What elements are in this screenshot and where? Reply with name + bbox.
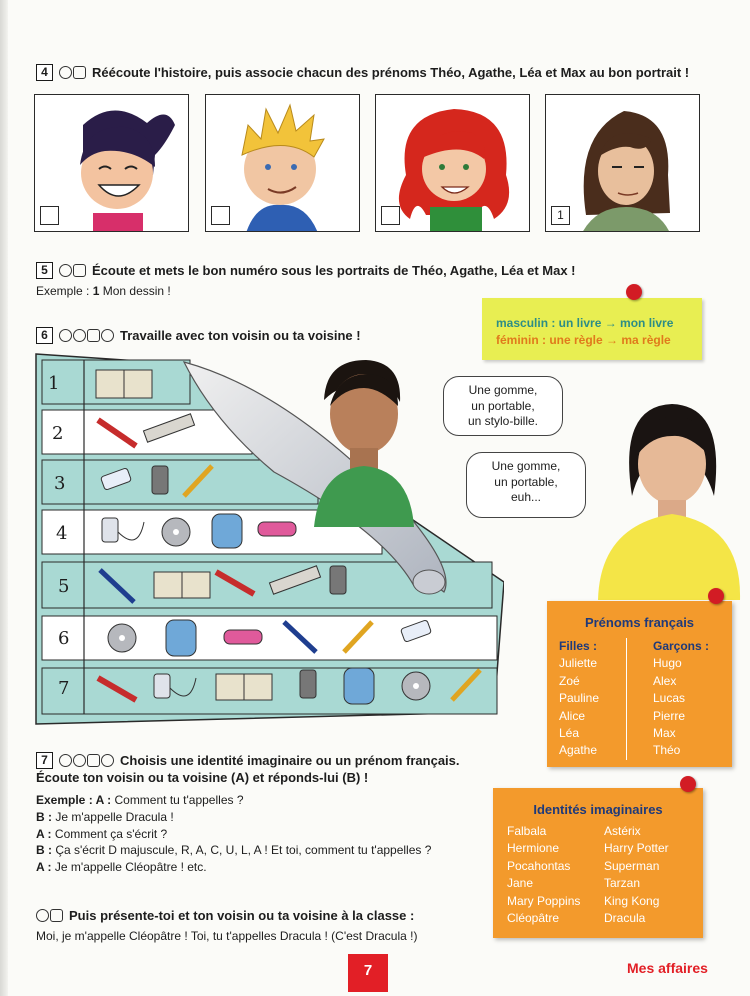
row-number: 4	[56, 523, 68, 544]
search-listen-speak-icon	[59, 754, 114, 767]
name-item: Hugo	[653, 656, 682, 671]
portrait-answer-box[interactable]	[40, 206, 59, 225]
girls-column	[559, 638, 627, 760]
exercise-4-instruction	[36, 64, 689, 81]
girls-heading: Filles :	[559, 639, 598, 653]
row-number: 2	[52, 423, 64, 444]
identity-item: Pocahontas	[507, 858, 571, 873]
exercise-8-example: Moi, je m'appelle Cléopâtre ! Toi, tu t'appelles Dracula ! (C'est Dracula !)	[36, 929, 418, 943]
backpack-icon	[212, 514, 242, 548]
bubble-line: Une gomme,	[491, 459, 561, 473]
speaker-label: A :	[36, 860, 52, 875]
pencil-case-icon	[258, 522, 296, 536]
identity-item: Astérix	[604, 824, 641, 838]
cd-icon	[402, 672, 430, 700]
name-item: Agathe	[559, 743, 598, 758]
grammar-note	[482, 298, 702, 360]
book-icon	[154, 572, 210, 598]
name-item: Lucas	[653, 691, 686, 706]
exercise-number: 7	[36, 752, 53, 769]
example-number: 1	[92, 284, 100, 298]
speech-bubble-girl	[466, 452, 586, 518]
portrait-girl-red-hair	[375, 94, 530, 232]
dialogue-line	[36, 842, 476, 859]
example-label: Exemple :	[36, 284, 90, 298]
portrait-boy-long-hair	[545, 94, 700, 232]
cd-icon	[162, 518, 190, 546]
dialogue-example	[36, 792, 476, 876]
instruction-text: Écoute et mets le bon numéro sous les portraits de Théo, Agathe, Léa et Max !	[92, 262, 576, 278]
pushpin-icon	[708, 588, 724, 604]
identity-item: Harry Potter	[604, 841, 669, 856]
identity-item: Cléopâtre	[507, 910, 560, 925]
portrait-girl-black-hair	[34, 94, 189, 232]
portrait-answer-box[interactable]	[381, 206, 400, 225]
speaker-label: B :	[36, 809, 52, 824]
identity-item: Superman	[604, 858, 660, 873]
phone-icon	[300, 670, 316, 698]
dialogue-text: Comment ça s'écrit ?	[51, 826, 168, 841]
row-number: 7	[58, 678, 70, 699]
identites-note	[493, 788, 703, 938]
dialogue-line	[36, 792, 476, 809]
search-speak-write-icon	[59, 329, 114, 342]
row-number: 3	[54, 473, 66, 494]
exercise-7-instruction-2	[36, 770, 368, 786]
prenoms-note	[547, 601, 732, 767]
speaker-label: A :	[36, 826, 52, 841]
unit-title: Mes affaires	[627, 960, 708, 976]
dialogue-text: Je m'appelle Cléopâtre ! etc.	[51, 860, 207, 875]
portrait-boy-blond	[205, 94, 360, 232]
name-item: Zoé	[559, 673, 580, 688]
identity-item: Dracula	[604, 910, 646, 925]
identity-item: Jane	[507, 876, 534, 891]
speech-bubble-boy	[443, 376, 563, 436]
pushpin-icon	[626, 284, 642, 300]
girl-photo	[592, 396, 742, 600]
name-item: Léa	[559, 725, 580, 740]
page-edge	[0, 0, 8, 996]
exercise-8-instruction	[36, 908, 414, 924]
phone-icon	[152, 466, 168, 494]
speaker-label: Exemple : A :	[36, 793, 112, 807]
instruction-text: Travaille avec ton voisin ou ta voisine !	[120, 327, 361, 343]
portrait-answer-box[interactable]: 1	[551, 206, 570, 225]
bubble-line: un portable,	[471, 398, 535, 413]
exercise-6-instruction	[36, 327, 361, 344]
identites-title: Identités imaginaires	[533, 802, 663, 817]
backpack-icon	[166, 620, 196, 656]
phone-icon	[330, 566, 346, 594]
identity-item: Tarzan	[604, 876, 641, 891]
dialogue-line	[36, 859, 476, 876]
bubble-line: un portable,	[494, 474, 558, 489]
bubble-line: un stylo-bille.	[467, 414, 539, 429]
dialogue-text: Ça s'écrit D majuscule, R, A, C, U, L, A ! Et toi, comment tu t'appelles ?	[52, 843, 432, 858]
name-item: Alex	[653, 673, 677, 688]
objects-chart	[34, 352, 504, 727]
speaker-label: B :	[36, 843, 52, 858]
exercise-7-instruction	[36, 752, 460, 769]
masculine-rule: masculin : un livre → mon livre	[496, 316, 674, 330]
example-text: Mon dessin !	[102, 284, 171, 298]
name-item: Juliette	[559, 656, 598, 671]
speak-icon	[36, 909, 63, 922]
dialogue-text: Je m'appelle Dracula !	[52, 809, 174, 824]
instruction-text: Puis présente-toi et ton voisin ou ta voisine à la classe :	[69, 908, 415, 923]
exercise-number: 5	[36, 262, 53, 279]
listen-write-icon	[59, 264, 86, 277]
feminine-rule: féminin : une règle → ma règle	[496, 333, 671, 348]
name-item: Pierre	[653, 708, 686, 723]
instruction-text: Réécoute l'histoire, puis associe chacun des prénoms Théo, Agathe, Léa et Max au bon portrait !	[92, 64, 690, 80]
identites-left-column	[507, 823, 592, 927]
exercise-5-example	[36, 283, 171, 300]
book-icon	[216, 674, 272, 700]
boys-column	[627, 638, 720, 760]
instruction-text-1: Choisis une identité imaginaire ou un prénom français.	[120, 752, 460, 768]
name-item: Max	[653, 725, 676, 740]
backpack-icon	[344, 668, 374, 704]
row-number: 5	[58, 576, 70, 597]
identity-item: Hermione	[507, 841, 560, 856]
exercise-number: 6	[36, 327, 53, 344]
pencil-case-icon	[224, 630, 262, 644]
boy-photo	[310, 352, 420, 527]
name-item: Théo	[653, 743, 681, 758]
bubble-line: euh...	[510, 490, 542, 505]
page-number: 7	[348, 954, 388, 992]
name-item: Alice	[559, 708, 586, 723]
cd-icon	[108, 624, 136, 652]
dialogue-text: Comment tu t'appelles ?	[111, 793, 244, 807]
exercise-number: 4	[36, 64, 53, 81]
dialogue-line	[36, 809, 476, 826]
name-item: Pauline	[559, 691, 600, 706]
identity-item: King Kong	[604, 893, 660, 908]
instruction-text-2: Écoute ton voisin ou ta voisine (A) et réponds-lui (B) !	[36, 770, 369, 785]
pushpin-icon	[680, 776, 696, 792]
identites-right-column	[592, 823, 689, 927]
identity-item: Mary Poppins	[507, 893, 581, 908]
book-icon	[96, 370, 152, 398]
row-number: 1	[48, 373, 60, 394]
identity-item: Falbala	[507, 824, 547, 838]
portrait-answer-box[interactable]	[211, 206, 230, 225]
prenoms-title: Prénoms français	[584, 615, 695, 630]
boys-heading: Garçons :	[653, 639, 710, 653]
dialogue-line	[36, 826, 476, 843]
row-number: 6	[58, 628, 70, 649]
bubble-line: Une gomme,	[468, 383, 538, 397]
listen-speak-icon	[59, 66, 86, 79]
exercise-5-instruction	[36, 262, 576, 279]
